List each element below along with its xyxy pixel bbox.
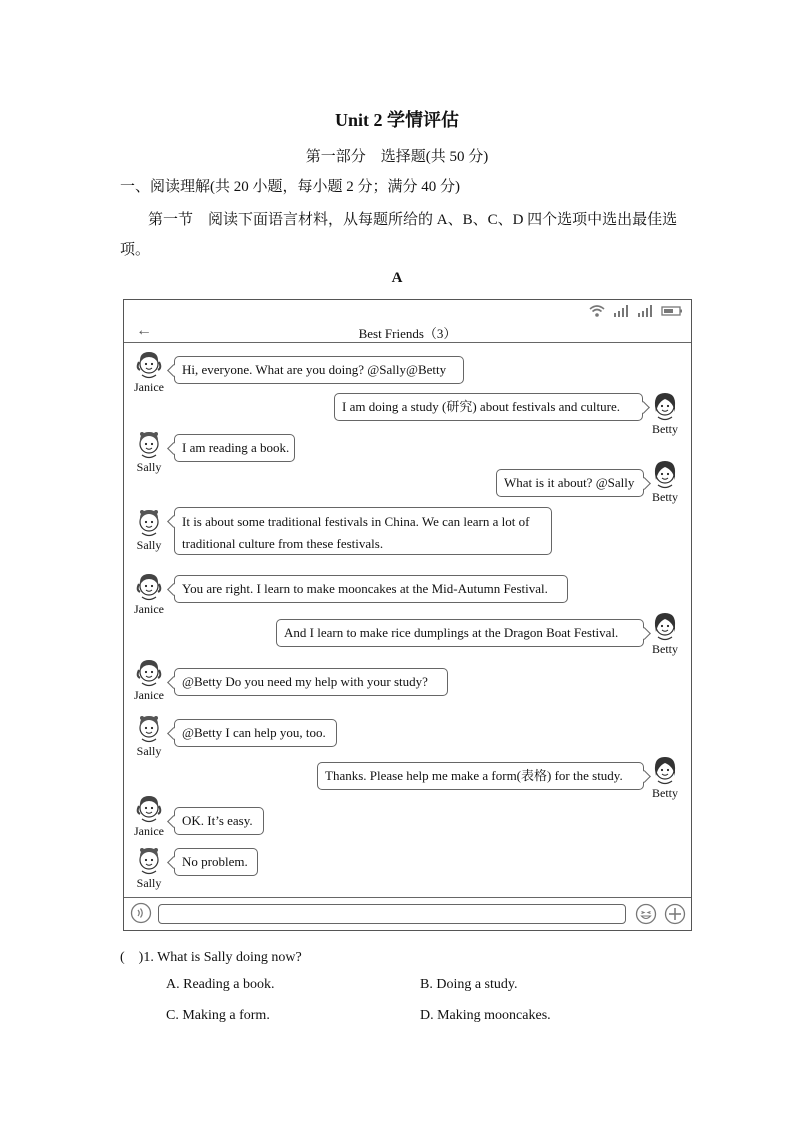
option-b: B. Doing a study. [420, 977, 518, 992]
passage-label: A [391, 270, 403, 286]
avatar-icon [126, 844, 172, 876]
avatar-icon [126, 428, 172, 460]
message-bubble: And I learn to make rice dumplings at the Dragon Boat Festival. [276, 619, 644, 647]
divider [124, 342, 691, 343]
sender-name: Betty [652, 786, 678, 800]
avatar-icon [642, 610, 688, 642]
message-bubble: It is about some traditional festivals in China. We can learn a lot of traditional culture from these festivals. [174, 507, 552, 555]
message-bubble: I am reading a book. [174, 434, 295, 462]
message-bubble: You are right. I learn to make mooncakes at the Mid-Autumn Festival. [174, 575, 568, 603]
message-bubble: Hi, everyone. What are you doing? @Sally@Betty [174, 356, 464, 384]
chat-screen [123, 299, 692, 931]
part-heading: 第一部分 选择题(共 50 分) [305, 149, 489, 165]
avatar-icon [126, 348, 172, 380]
sender-name: Janice [134, 824, 164, 838]
avatar-icon [642, 458, 688, 490]
instructions: 第一节 阅读下面语言材料，从每题所给的 A、B、C、D 四个选项中选出最佳选项。 [120, 212, 678, 258]
message-bubble: I am doing a study (研究) about festivals and culture. [334, 393, 643, 421]
avatar-icon [126, 656, 172, 688]
plus-icon[interactable] [664, 903, 686, 925]
avatar-icon [126, 570, 172, 602]
message-bubble: @Betty I can help you, too. [174, 719, 337, 747]
option-a: A. Reading a book. [166, 977, 275, 992]
message-bubble: Thanks. Please help me make a form(表格) for the study. [317, 762, 644, 790]
divider [124, 897, 691, 898]
page-title: Unit 2 学情评估 [334, 110, 459, 130]
battery-icon [661, 305, 683, 317]
back-arrow-icon[interactable]: ← [136, 322, 152, 339]
sender-name: Betty [652, 642, 678, 656]
avatar-icon [126, 506, 172, 538]
avatar [642, 458, 688, 505]
avatar [126, 348, 172, 395]
wifi-icon [589, 305, 605, 317]
avatar [126, 428, 172, 475]
message-bubble: What is it about? @Sally [496, 469, 644, 497]
avatar [642, 610, 688, 657]
avatar [126, 712, 172, 759]
avatar-icon [126, 712, 172, 744]
avatar-icon [642, 390, 688, 422]
sender-name: Sally [136, 744, 162, 758]
question-stem: ( )1. What is Sally doing now? [120, 950, 302, 965]
sender-name: Sally [136, 538, 162, 552]
section-heading: 一、阅读理解(共 20 小题，每小题 2 分；满分 40 分) [120, 179, 460, 195]
sender-name: Sally [136, 460, 162, 474]
avatar [126, 844, 172, 891]
avatar [126, 656, 172, 703]
status-bar [589, 305, 683, 317]
avatar [126, 506, 172, 553]
avatar [126, 792, 172, 839]
avatar-icon [642, 754, 688, 786]
option-c: C. Making a form. [166, 1008, 270, 1023]
avatar [642, 754, 688, 801]
signal-icon [637, 305, 653, 317]
voice-icon[interactable] [130, 902, 152, 924]
message-bubble: @Betty Do you need my help with your study? [174, 668, 448, 696]
option-d: D. Making mooncakes. [420, 1008, 551, 1023]
avatar [126, 570, 172, 617]
message-bubble: No problem. [174, 848, 258, 876]
sender-name: Sally [136, 876, 162, 890]
avatar-icon [126, 792, 172, 824]
emoji-icon[interactable] [635, 903, 657, 925]
sender-name: Betty [652, 490, 678, 504]
sender-name: Janice [134, 380, 164, 394]
message-bubble: OK. It’s easy. [174, 807, 264, 835]
avatar [642, 390, 688, 437]
sender-name: Janice [134, 602, 164, 616]
message-input[interactable] [158, 904, 626, 924]
sender-name: Betty [652, 422, 678, 436]
sender-name: Janice [134, 688, 164, 702]
chat-title: Best Friends（3） [358, 326, 457, 341]
signal-icon [613, 305, 629, 317]
